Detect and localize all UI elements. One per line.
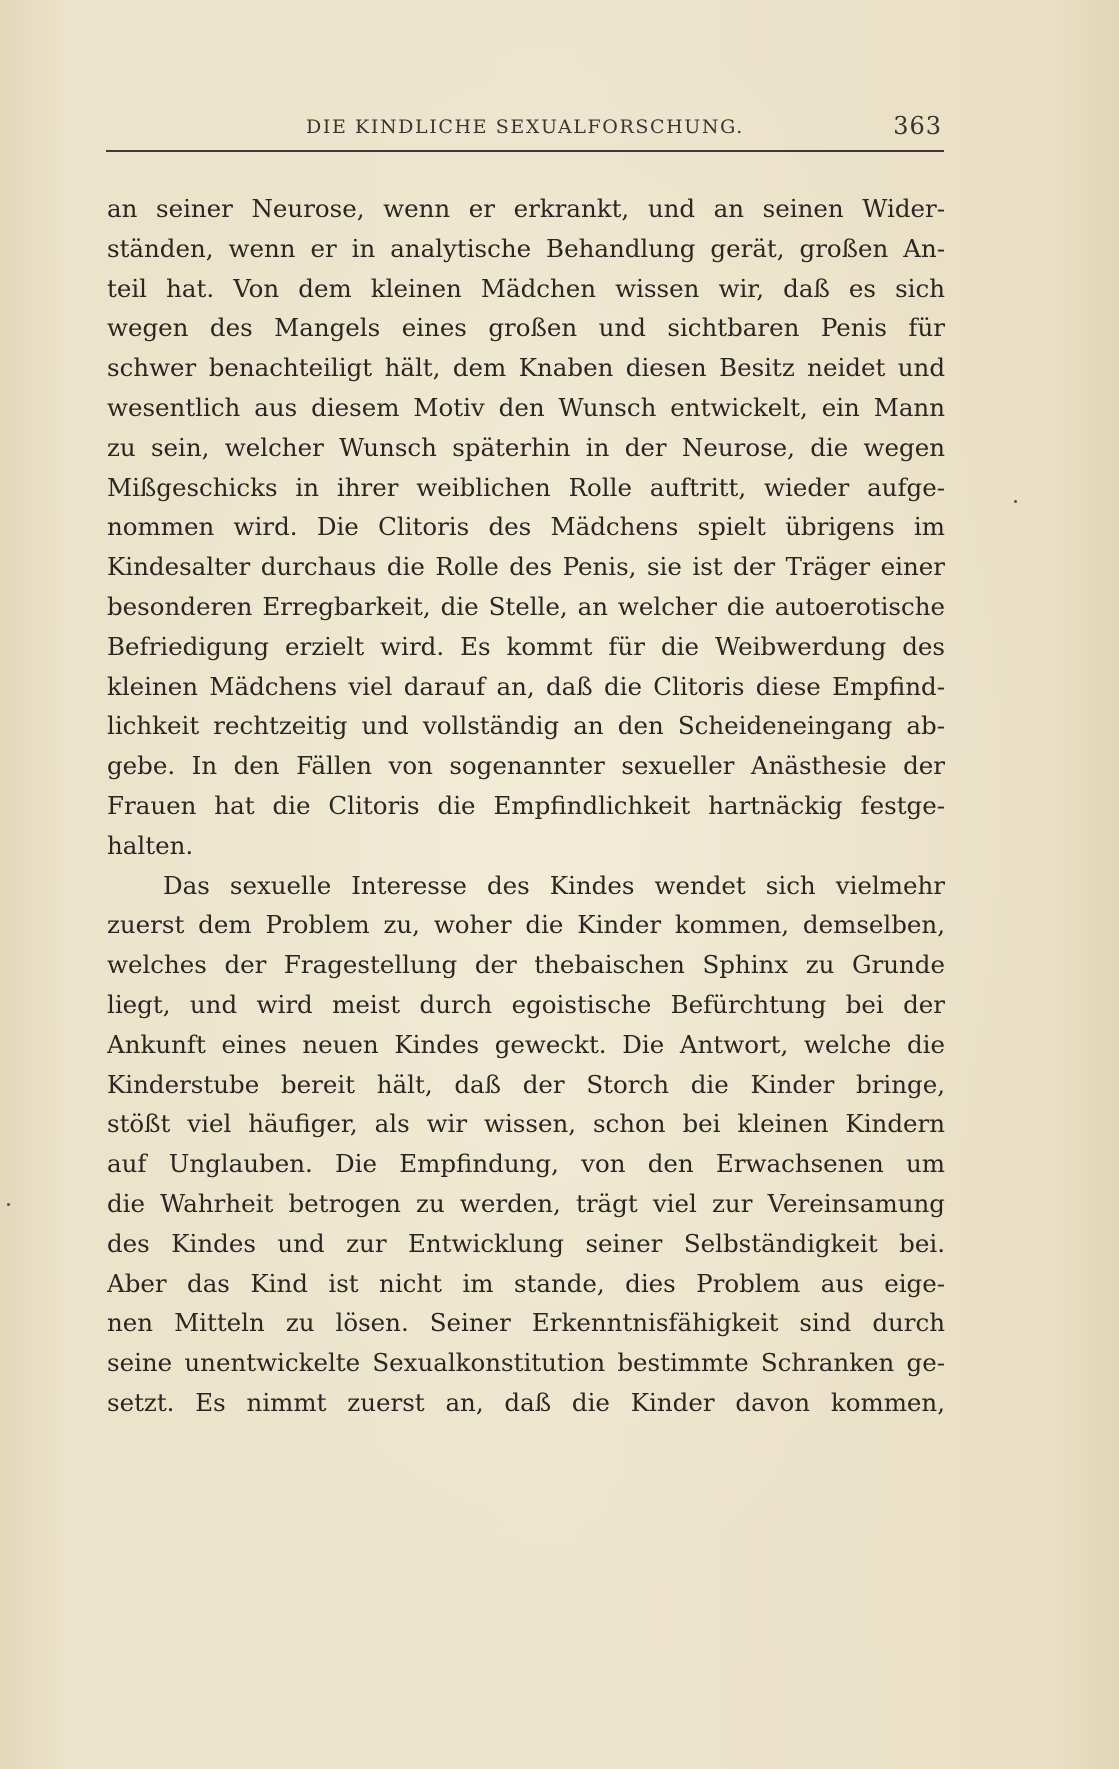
- text-line: setzt. Es nimmt zuerst an, daß die Kinder davon kommen,: [107, 1387, 945, 1417]
- text-line: die Wahrheit betrogen zu werden, trägt viel zur Vereinsamung: [107, 1188, 945, 1218]
- text-line: Ankunft eines neuen Kindes geweckt. Die Antwort, welche die: [107, 1029, 945, 1059]
- text-line: ständen, wenn er in analytische Behandlung gerät, großen An-: [107, 233, 945, 263]
- text-line: schwer benachteiligt hält, dem Knaben diesen Besitz neidet und: [107, 353, 945, 383]
- text-line: Befriedigung erzielt wird. Es kommt für die Weibwerdung des: [107, 631, 945, 661]
- text-line: teil hat. Von dem kleinen Mädchen wissen wir, daß es sich: [107, 273, 945, 303]
- running-head: [106, 112, 942, 146]
- text-line: an seiner Neurose, wenn er erkrankt, und an seinen Wider-: [107, 194, 945, 223]
- text-line: Aber das Kind ist nicht im stande, dies Problem aus eige-: [107, 1268, 945, 1298]
- text-line: Kinderstube bereit hält, daß der Storch die Kinder bringe,: [107, 1069, 945, 1099]
- text-line: wegen des Mangels eines großen und sichtbaren Penis für: [107, 313, 945, 343]
- text-line: besonderen Erregbarkeit, die Stelle, an welcher die autoerotische: [107, 591, 945, 621]
- text-line: wesentlich aus diesem Motiv den Wunsch entwickelt, ein Mann: [107, 392, 945, 422]
- text-line-paragraph-end: halten.: [107, 830, 194, 860]
- text-line: gebe. In den Fällen von sogenannter sexueller Anästhesie der: [107, 751, 945, 781]
- paper-speck: [1014, 500, 1017, 503]
- text-line: nen Mitteln zu lösen. Seiner Erkenntnisfähigkeit sind durch: [107, 1308, 945, 1338]
- text-line: nommen wird. Die Clitoris des Mädchens spielt übrigens im: [107, 512, 945, 542]
- text-line: des Kindes und zur Entwicklung seiner Selbständigkeit bei.: [107, 1228, 945, 1258]
- text-line: seine unentwickelte Sexualkonstitution bestimmte Schranken ge-: [107, 1348, 945, 1378]
- text-line: Mißgeschicks in ihrer weiblichen Rolle auftritt, wieder aufge-: [107, 472, 945, 502]
- paper-speck: [7, 1203, 10, 1206]
- page-number: 363: [893, 112, 942, 140]
- text-line: lichkeit rechtzeitig und vollständig an den Scheideneingang ab-: [107, 711, 945, 741]
- text-line: zu sein, welcher Wunsch späterhin in der Neurose, die wegen: [107, 432, 945, 462]
- text-line-paragraph-start: Das sexuelle Interesse des Kindes wendet sich vielmehr: [163, 870, 945, 900]
- text-line: zuerst dem Problem zu, woher die Kinder kommen, demselben,: [107, 910, 945, 940]
- text-line: Kindesalter durchaus die Rolle des Penis, sie ist der Träger einer: [107, 552, 945, 582]
- header-rule: [106, 150, 944, 152]
- running-title: DIE KINDLICHE SEXUALFORSCHUNG.: [306, 116, 744, 138]
- text-line: welches der Fragestellung der thebaischen Sphinx zu Grunde: [107, 950, 945, 980]
- body-text: [107, 189, 945, 1423]
- text-line: stößt viel häufiger, als wir wissen, schon bei kleinen Kindern: [107, 1109, 945, 1139]
- text-line: kleinen Mädchens viel darauf an, daß die Clitoris diese Empfind-: [107, 671, 945, 701]
- text-line: liegt, und wird meist durch egoistische Befürchtung bei der: [107, 989, 945, 1019]
- text-line: Frauen hat die Clitoris die Empfindlichkeit hartnäckig festge-: [107, 790, 945, 820]
- text-line: auf Unglauben. Die Empfindung, von den Erwachsenen um: [107, 1149, 945, 1179]
